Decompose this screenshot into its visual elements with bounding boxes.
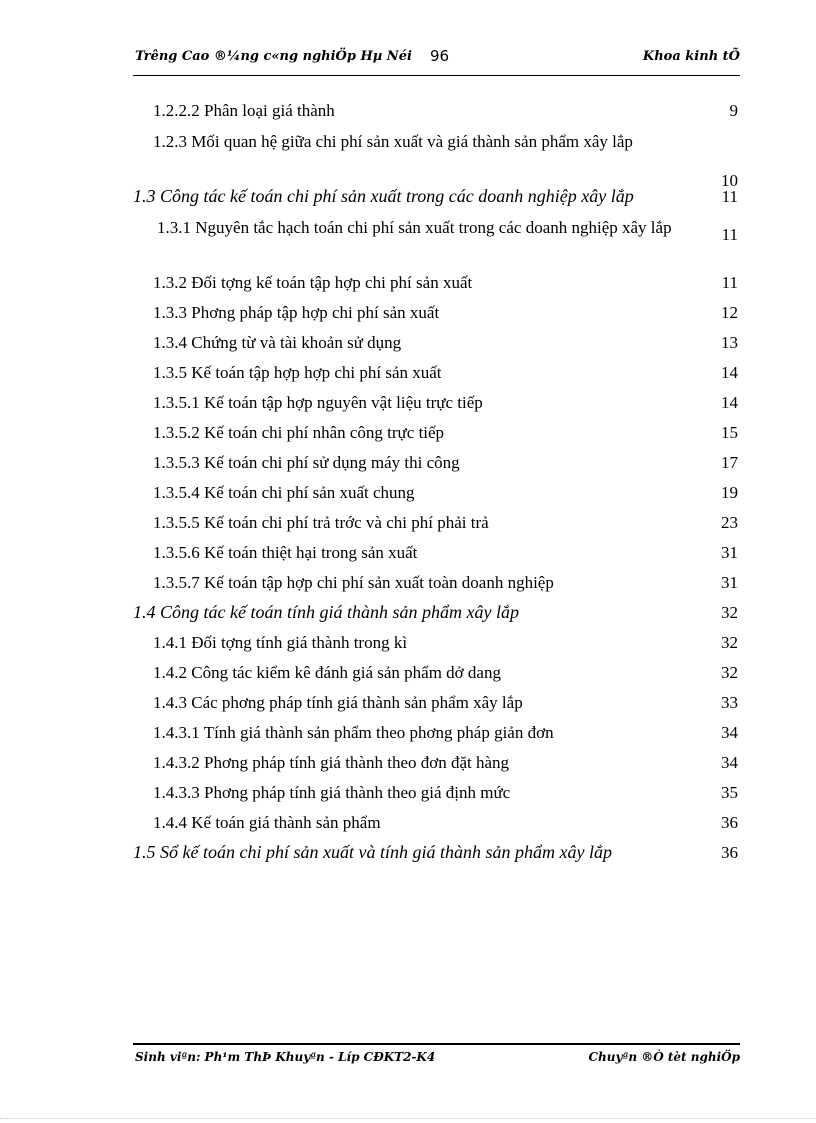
- toc-entry: [133, 808, 740, 838]
- toc-entry-title: 1.3.5.1 Kế toán tập hợp nguyên vật liệu trực tiếp: [153, 393, 483, 412]
- toc-entry: [133, 268, 740, 298]
- toc-entry-title: 1.4.3.3 Phơng pháp tính giá thành theo giá định mức: [153, 783, 511, 802]
- footer-rule: [133, 1043, 740, 1045]
- toc-entry: [133, 568, 740, 598]
- toc-entry-title: 1.4.4 Kế toán giá thành sản phẩm: [153, 813, 381, 832]
- toc-entry-page: 11: [721, 273, 738, 292]
- toc-entry-title: 1.3.1 Nguyên tắc hạch toán chi phí sản xuất trong các doanh nghiệp xây lắp: [157, 218, 672, 237]
- toc-section-title: 1.5 Sổ kế toán chi phí sản xuất và tính giá thành sản phẩm xây lắp: [133, 842, 612, 862]
- toc-entry-page: 12: [721, 303, 738, 322]
- toc-entry: [133, 418, 740, 448]
- toc-entry: [133, 718, 740, 748]
- toc-entry-page: 9: [729, 101, 738, 120]
- header-rule: [133, 75, 740, 76]
- toc-entry: [133, 448, 740, 478]
- toc-entry-page: 36: [721, 813, 738, 832]
- toc-entry: [133, 298, 740, 328]
- toc-entry-title: 1.3.2 Đối tợng kế toán tập hợp chi phí sản xuất: [153, 273, 473, 292]
- toc-entry-page: 33: [721, 693, 738, 712]
- toc-entry-title: 1.3.5.3 Kế toán chi phí sử dụng máy thi công: [153, 453, 460, 472]
- table-of-contents: [133, 96, 740, 868]
- toc-entry: [133, 538, 740, 568]
- toc-entry-page: 14: [721, 393, 738, 412]
- toc-entry-page: 32: [721, 633, 738, 652]
- page-header: [135, 47, 740, 69]
- toc-entry-title: 1.4.3 Các phơng pháp tính giá thành sản phẩm xây lắp: [153, 693, 523, 712]
- toc-entry: [133, 212, 740, 268]
- toc-entry-title: 1.3.3 Phơng pháp tập hợp chi phí sản xuất: [153, 303, 440, 322]
- toc-entry-page: 10: [721, 171, 738, 190]
- toc-entry-page: 13: [721, 333, 738, 352]
- toc-entry-title: 1.4.2 Công tác kiểm kê đánh giá sản phẩm dở dang: [153, 663, 501, 682]
- toc-entry-page: 34: [721, 753, 738, 772]
- header-school: Trêng Cao ®¼ng c«ng nghiÖp Hµ Néi: [135, 49, 412, 64]
- toc-entry-page: 15: [721, 423, 738, 442]
- header-page-number: 96: [430, 47, 450, 65]
- toc-entry-page: 17: [721, 453, 738, 472]
- toc-entry: [133, 508, 740, 538]
- toc-entry-page: 31: [721, 573, 738, 592]
- toc-entry: [133, 388, 740, 418]
- header-department: Khoa kinh tÕ: [642, 49, 740, 64]
- toc-section: [133, 838, 740, 868]
- toc-entry: [133, 126, 740, 190]
- toc-entry-page: 19: [721, 483, 738, 502]
- toc-section: [133, 598, 740, 628]
- toc-entry: [133, 478, 740, 508]
- toc-entry-title: 1.3.5.4 Kế toán chi phí sản xuất chung: [153, 483, 415, 502]
- toc-section: [133, 182, 740, 212]
- toc-entry-title: 1.2.3 Mối quan hệ giữa chi phí sản xuất và giá thành sản phẩm xây lắp: [153, 132, 633, 151]
- toc-entry-page: 23: [721, 513, 738, 532]
- footer-student: Sinh viªn: Ph¹m ThÞ Khuyªn - Líp CĐKT2-K4: [135, 1050, 436, 1064]
- toc-entry-title: 1.3.5.5 Kế toán chi phí trả trớc và chi phí phải trả: [153, 513, 489, 532]
- toc-entry-title: 1.3.5.7 Kế toán tập hợp chi phí sản xuất toàn doanh nghiệp: [153, 573, 554, 592]
- toc-entry: [133, 688, 740, 718]
- toc-entry: [133, 328, 740, 358]
- toc-section-title: 1.4 Công tác kế toán tính giá thành sản phẩm xây lắp: [133, 602, 519, 622]
- toc-entry: [133, 96, 740, 126]
- toc-entry-page: 11: [721, 225, 738, 244]
- toc-entry: [133, 748, 740, 778]
- toc-entry: [133, 658, 740, 688]
- toc-entry-page: 36: [721, 843, 738, 862]
- toc-entry-page: 11: [721, 187, 738, 206]
- toc-entry-page: 35: [721, 783, 738, 802]
- toc-section-title: 1.3 Công tác kế toán chi phí sản xuất trong các doanh nghiệp xây lắp: [133, 186, 634, 206]
- toc-entry-title: 1.3.5 Kế toán tập hợp hợp chi phí sản xuất: [153, 363, 442, 382]
- toc-entry-title: 1.4.3.2 Phơng pháp tính giá thành theo đơn đặt hàng: [153, 753, 510, 772]
- toc-entry-title: 1.2.2.2 Phân loại giá thành: [153, 101, 335, 120]
- toc-entry-page: 32: [721, 603, 738, 622]
- toc-entry-page: 32: [721, 663, 738, 682]
- toc-entry-title: 1.4.3.1 Tính giá thành sản phẩm theo phơng pháp giản đơn: [153, 723, 554, 742]
- toc-entry-title: 1.3.5.6 Kế toán thiệt hại trong sản xuất: [153, 543, 418, 562]
- toc-entry: [133, 358, 740, 388]
- toc-entry-title: 1.4.1 Đối tợng tính giá thành trong kì: [153, 633, 408, 652]
- toc-entry: [133, 628, 740, 658]
- page-footer: [135, 1050, 740, 1070]
- toc-entry-page: 14: [721, 363, 738, 382]
- toc-entry: [133, 778, 740, 808]
- footer-thesis-label: Chuyªn ®Ò tèt nghiÖp: [588, 1050, 740, 1064]
- page-edge-divider: [0, 1118, 816, 1119]
- toc-entry-title: 1.3.4 Chứng từ và tài khoản sử dụng: [153, 333, 402, 352]
- toc-entry-page: 34: [721, 723, 738, 742]
- toc-entry-title: 1.3.5.2 Kế toán chi phí nhân công trực tiếp: [153, 423, 445, 442]
- toc-entry-page: 31: [721, 543, 738, 562]
